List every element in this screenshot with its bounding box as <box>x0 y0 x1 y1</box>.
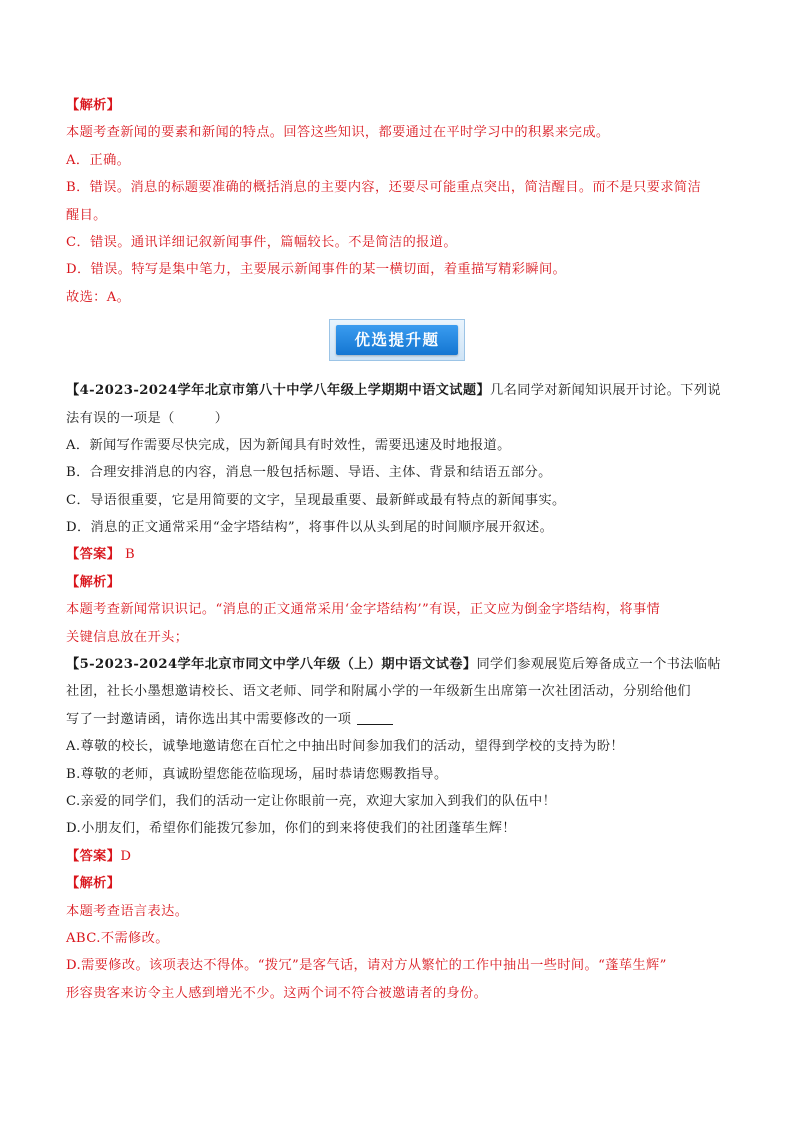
section-banner <box>66 311 730 369</box>
q5-stem-line2: 社团，社长小墨想邀请校长、语文老师、同学和附属小学的一年级新生出席第一次社团活动，分别给他们 <box>66 684 692 700</box>
q4-stem-text2a: 法有误的一项是（ <box>66 410 175 426</box>
q5-option-d: D.小朋友们，希望你们能拨冗参加，你们的到来将使我们的社团蓬荜生辉！ <box>66 821 516 837</box>
banner-frame <box>329 319 465 361</box>
analysis-option-c: C．错误。通讯详细记叙新闻事件，篇幅较长。不是简洁的报道。 <box>66 234 457 250</box>
analysis-option-a: A．正确。 <box>66 152 131 168</box>
q5-option-a: A.尊敬的校长，诚挚地邀请您在百忙之中抽出时间参加我们的活动，望得到学校的支持为盼！ <box>66 739 625 755</box>
analysis-option-b-line1: B．错误。消息的标题要准确的概括消息的主要内容，还要尽可能重点突出，简洁醒目。而不是只要求简洁 <box>66 180 702 196</box>
q5-analysis-line2: ABC.不需修改。 <box>66 930 169 946</box>
q5-option-b: B.尊敬的老师，真诚盼望您能莅临现场，届时恭请您赐教指导。 <box>66 766 448 782</box>
analysis-intro: 本题考查新闻的要素和新闻的特点。回答这些知识，都要通过在平时学习中的积累来完成。 <box>66 125 610 141</box>
q5-source: 【5-2023-2024学年北京市同文中学八年级（上）期中语文试卷】 <box>66 657 477 673</box>
q5-stem-line1 <box>66 651 730 678</box>
q5-analysis-line3: D.需要修改。该项表达不得体。“拨冗”是客气话，请对方从繁忙的工作中抽出一些时间。“蓬荜生辉” <box>66 958 667 974</box>
analysis-label: 【解析】 <box>66 98 121 113</box>
q5-answer <box>66 843 730 870</box>
q5-answer-blank <box>357 710 393 725</box>
q4-stem-text2b: ） <box>214 410 229 426</box>
q4-option-d: D．消息的正文通常采用“金字塔结构”，将事件以从头到尾的时间顺序展开叙述。 <box>66 520 554 536</box>
q5-stem-text1: 同学们参观展览后筹备成立一个书法临帖 <box>476 657 722 673</box>
q5-answer-label: 【答案】 <box>66 848 121 864</box>
analysis-option-b-line2: 醒目。 <box>66 207 107 223</box>
q4-option-a: A．新闻写作需要尽快完成，因为新闻具有时效性，需要迅速及时地报道。 <box>66 437 511 453</box>
q4-answer-label: 【答案】 <box>66 547 121 563</box>
q5-answer-value: D <box>120 848 132 864</box>
q4-answer-value: B <box>124 547 136 563</box>
q4-answer <box>66 541 730 568</box>
analysis-option-d: D．错误。特写是集中笔力，主要展示新闻事件的某一横切面，着重描写精彩瞬间。 <box>66 262 567 278</box>
q5-analysis-label: 【解析】 <box>66 876 121 892</box>
q5-option-c: C.亲爱的同学们，我们的活动一定让你眼前一亮，欢迎大家加入到我们的队伍中！ <box>66 793 557 809</box>
q4-analysis-line1: 本题考查新闻常识识记。“消息的正文通常采用‘金字塔结构’”有误，正文应为倒金字塔结构，将事情 <box>66 602 661 618</box>
q5-analysis-line1: 本题考查语言表达。 <box>66 903 189 919</box>
q5-stem-line3 <box>66 706 730 733</box>
q4-option-b: B．合理安排消息的内容，消息一般包括标题、导语、主体、背景和结语五部分。 <box>66 465 552 481</box>
q4-analysis-line2: 关键信息放在开头； <box>66 629 189 645</box>
analysis-conclusion: 故选：A。 <box>66 289 131 305</box>
q4-stem-line1 <box>66 377 730 404</box>
q4-source: 【4-2023-2024学年北京市第八十中学八年级上学期期中语文试题】 <box>66 383 491 399</box>
document-page <box>66 92 730 1007</box>
q5-analysis-line4: 形容贵客来访令主人感到增光不少。这两个词不符合被邀请者的身份。 <box>66 985 488 1001</box>
banner-title: 优选提升题 <box>336 325 458 355</box>
q4-stem-line2 <box>66 405 730 432</box>
q4-analysis-label: 【解析】 <box>66 574 121 590</box>
q4-stem-text1: 几名同学对新闻知识展开讨论。下列说 <box>490 383 722 399</box>
q4-option-c: C．导语很重要，它是用简要的文字，呈现最重要、最新鲜或最有特点的新闻事实。 <box>66 492 566 508</box>
q5-stem-text3: 写了一封邀请函，请你选出其中需要修改的一项 <box>66 711 352 727</box>
